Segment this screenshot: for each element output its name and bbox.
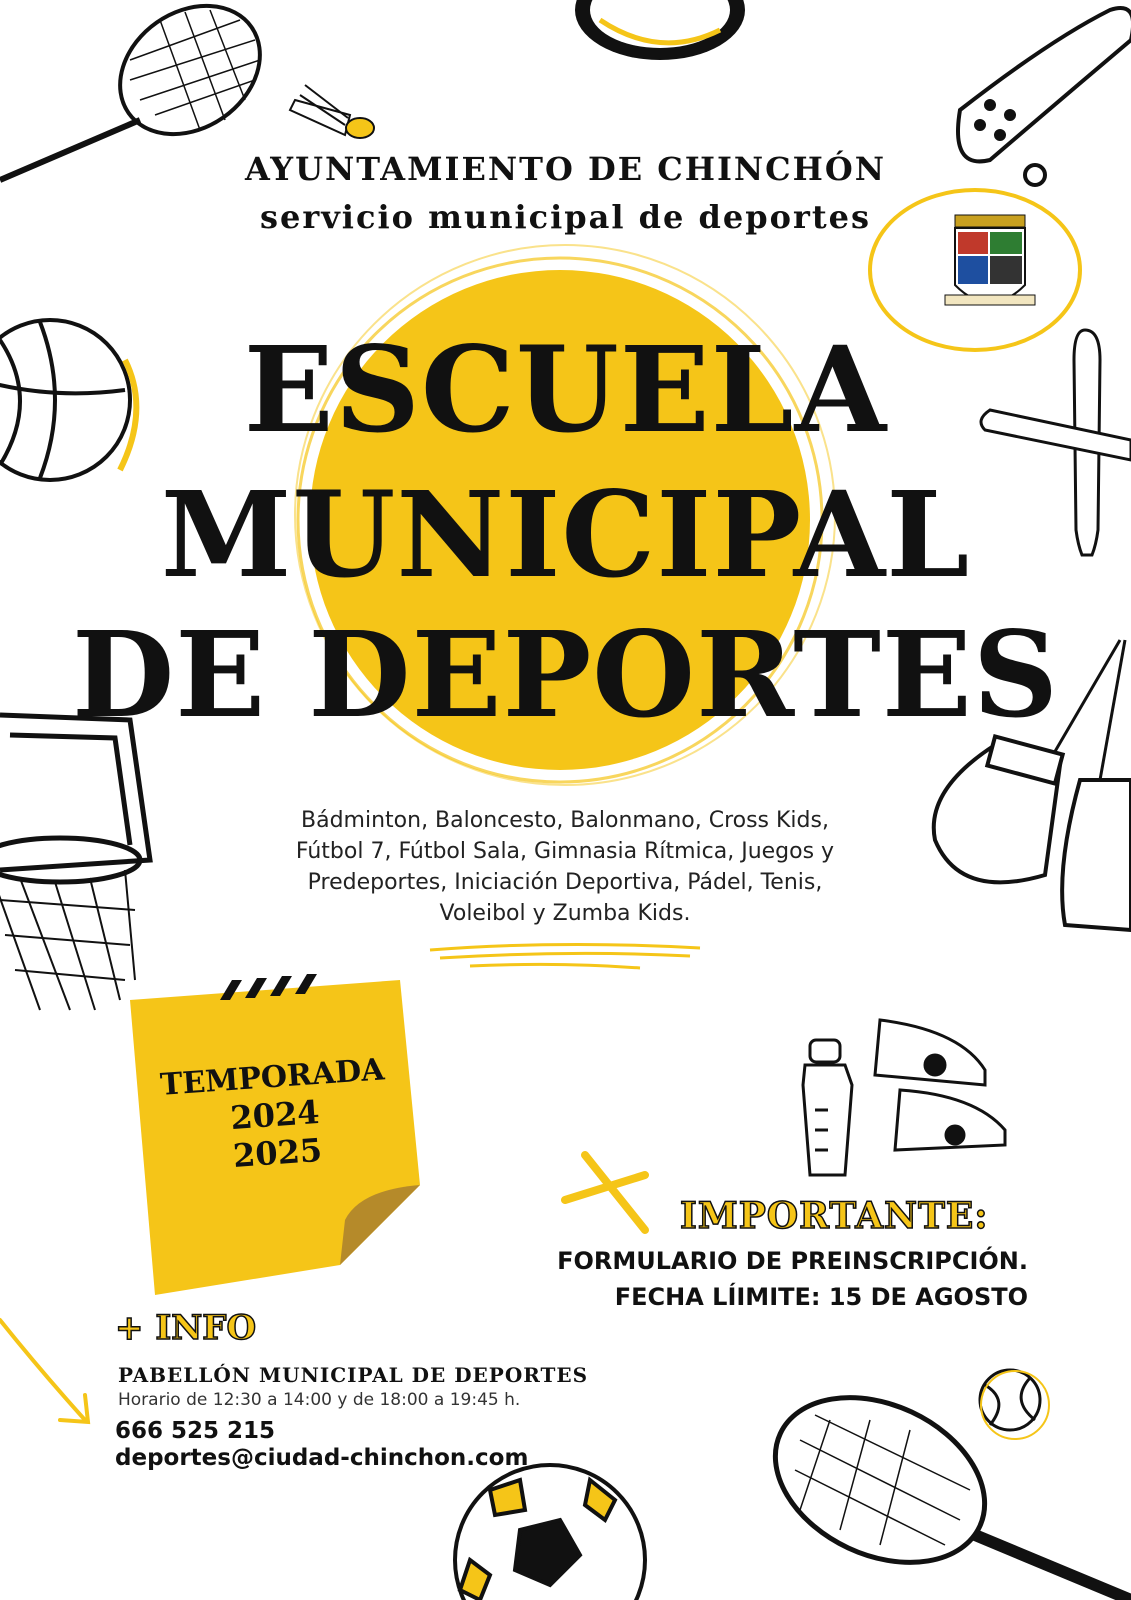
x-mark-icon bbox=[565, 1155, 645, 1230]
opening-hours: Horario de 12:30 a 14:00 y de 18:00 a 19:45 h. bbox=[118, 1390, 521, 1410]
arrow-icon bbox=[0, 1320, 88, 1422]
sports-line: Bádminton, Baloncesto, Balonmano, Cross Kids, bbox=[301, 808, 829, 833]
basketball-hoop-icon bbox=[0, 715, 150, 1010]
sports-line: Fútbol 7, Fútbol Sala, Gimnasia Rítmica, Juegos y bbox=[295, 839, 835, 864]
sports-line: Predeportes, Iniciación Deportiva, Pádel, Tenis, bbox=[307, 870, 823, 895]
deadline: FECHA LÍIMITE: 15 DE AGOSTO bbox=[614, 1283, 1028, 1311]
sneakers-icon bbox=[875, 1020, 1005, 1150]
tennis-ball-icon bbox=[980, 1370, 1049, 1439]
water-bottle-icon bbox=[803, 1040, 852, 1175]
season-year-start: 2024 bbox=[229, 1092, 321, 1138]
header-organization: AYUNTAMIENTO DE CHINCHÓN bbox=[244, 150, 886, 188]
venue-name: PABELLÓN MUNICIPAL DE DEPORTES bbox=[118, 1363, 589, 1387]
soccer-ball-icon bbox=[455, 1465, 645, 1600]
title-line-1: ESCUELA bbox=[243, 320, 888, 459]
season-label: TEMPORADA bbox=[159, 1052, 386, 1103]
info-heading: + INFO bbox=[115, 1308, 257, 1348]
divider-squiggle bbox=[430, 944, 700, 968]
sports-line: Voleibol y Zumba Kids. bbox=[439, 901, 691, 926]
title-line-3: DE DEPORTES bbox=[71, 605, 1060, 744]
tennis-racket-icon bbox=[749, 1366, 1131, 1600]
shuttlecock-icon bbox=[290, 85, 374, 138]
season-note bbox=[136, 1051, 413, 1182]
season-year-end: 2025 bbox=[231, 1130, 324, 1175]
header-service: servicio municipal de deportes bbox=[259, 198, 872, 236]
important-heading: IMPORTANTE: bbox=[680, 1195, 989, 1237]
title-line-2: MUNICIPAL bbox=[160, 465, 971, 604]
football-icon bbox=[575, 0, 745, 60]
sports-list bbox=[240, 805, 890, 929]
email-link[interactable]: deportes@ciudad-chinchon.com bbox=[115, 1445, 529, 1471]
phone-number[interactable]: 666 525 215 bbox=[115, 1418, 276, 1444]
preregistration-form: FORMULARIO DE PREINSCRIPCIÓN. bbox=[557, 1247, 1028, 1275]
